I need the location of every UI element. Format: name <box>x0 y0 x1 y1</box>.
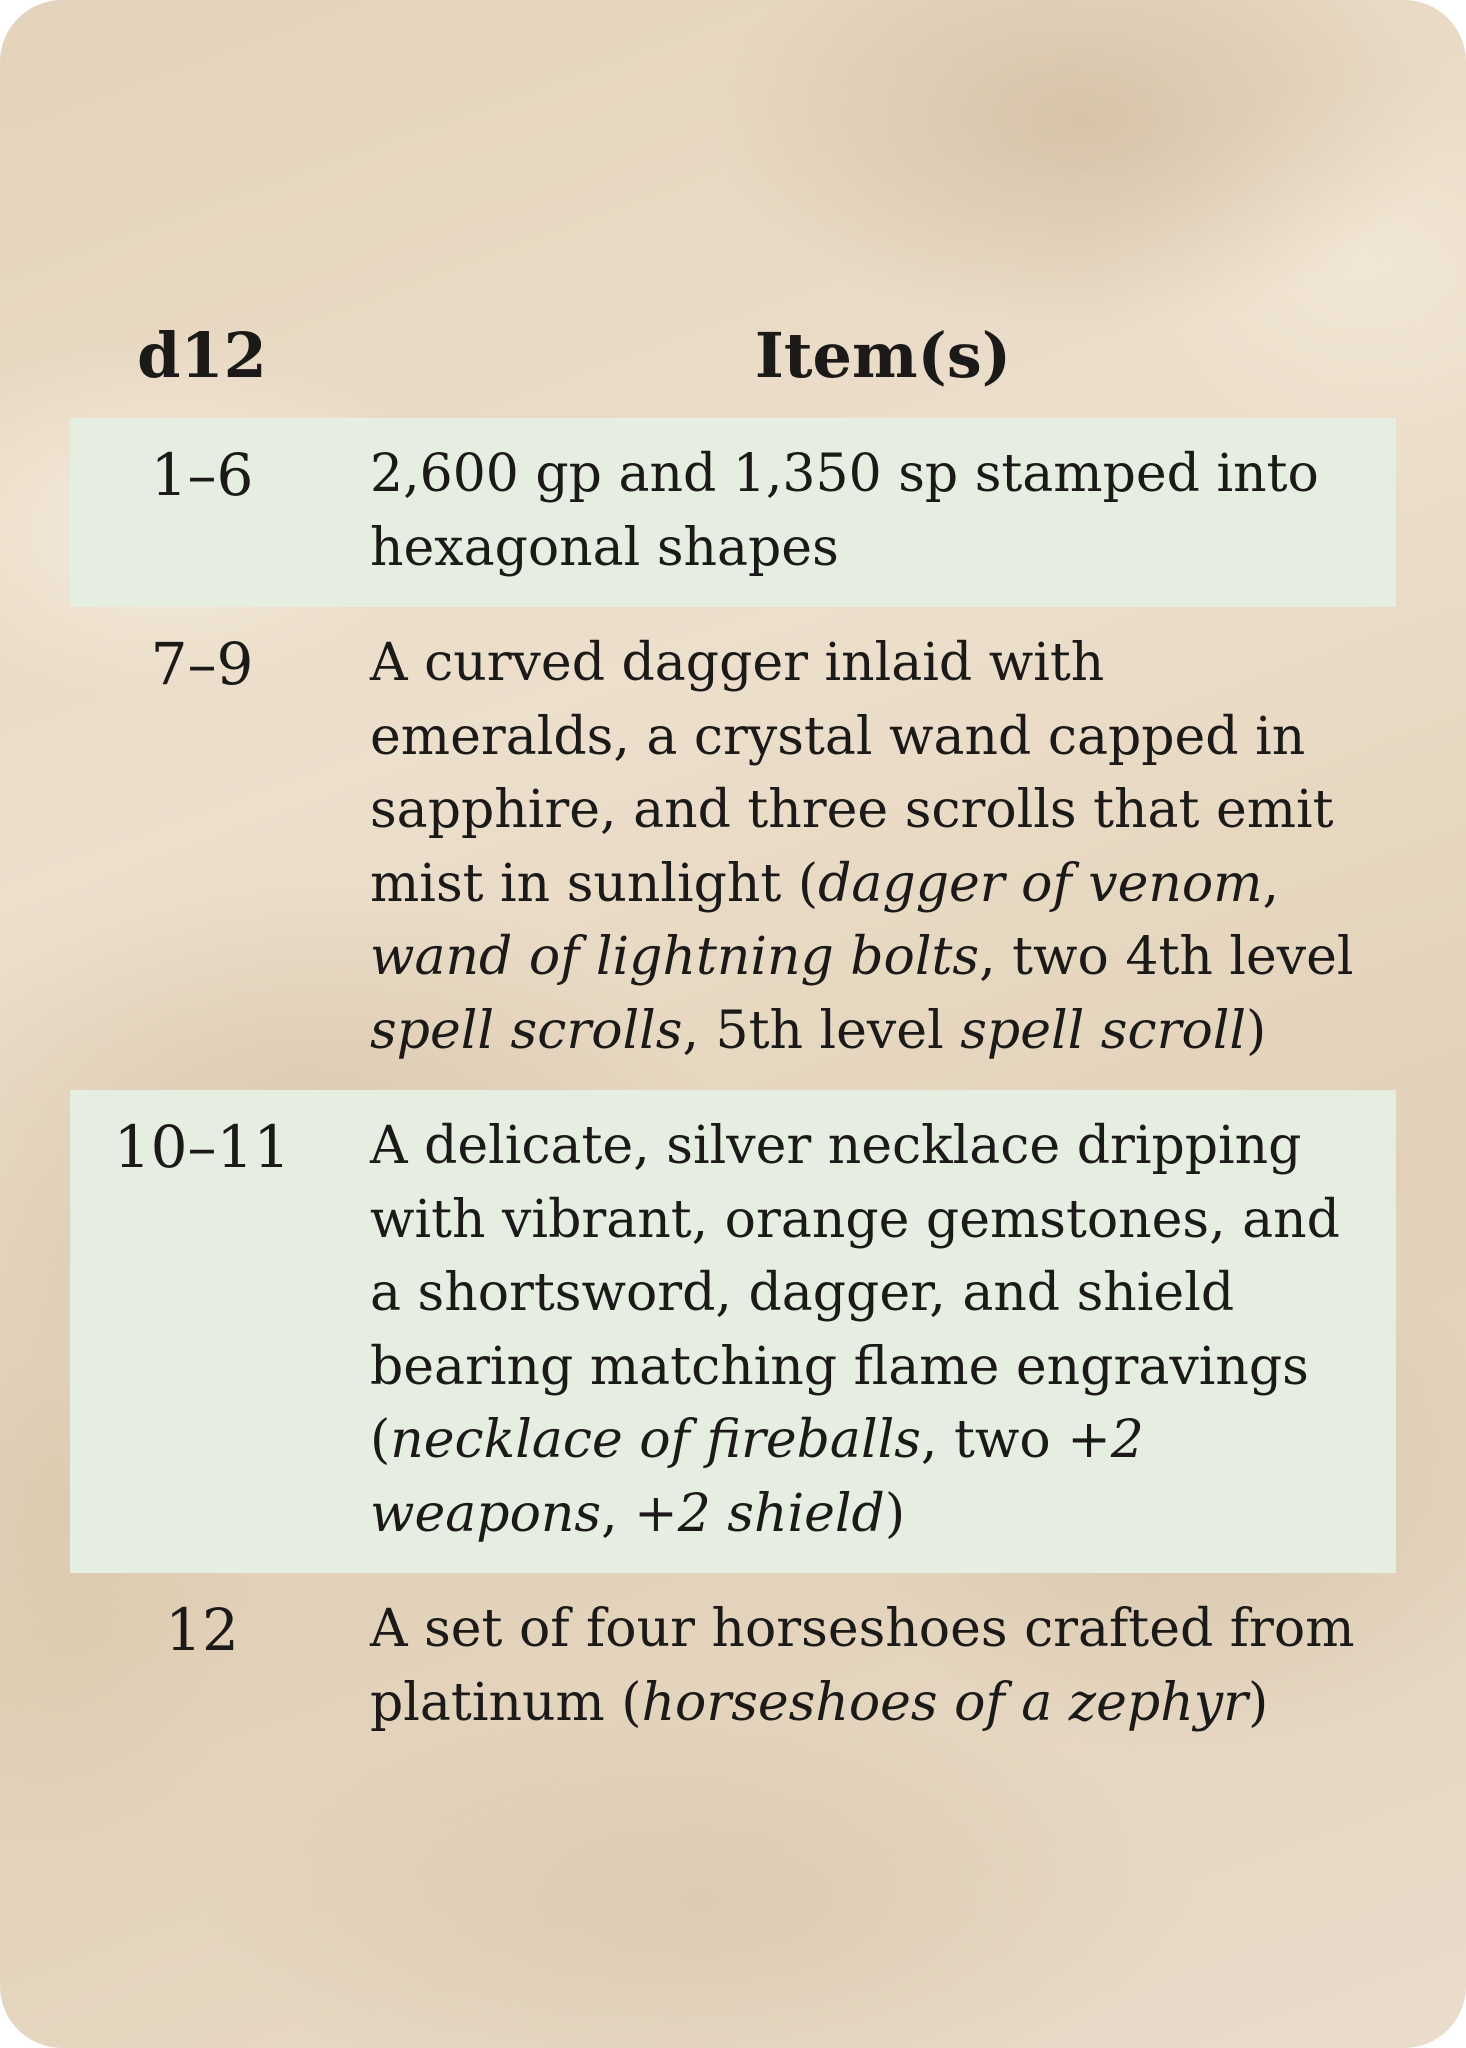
table-body <box>70 418 1396 1762</box>
item-description <box>370 627 1376 1068</box>
magic-item-name: spell scrolls <box>370 1000 683 1061</box>
roll-range: 7–9 <box>150 630 254 698</box>
magic-item-name: horseshoes of a zephyr <box>641 1672 1248 1733</box>
description-text: , two 4th level <box>979 927 1354 987</box>
magic-item-name: necklace of fireballs <box>390 1410 921 1470</box>
table-row <box>70 1573 1396 1762</box>
description-text: A set of four horseshoes crafted from platinum ( <box>370 1599 1355 1733</box>
description-text: A curved dagger inlaid with emeralds, a crystal wand capped in sapphire, and three scrolls that emit mist in sunlight ( <box>370 633 1334 914</box>
description-text: , two <box>920 1410 1068 1470</box>
item-description <box>370 438 1376 585</box>
description-text: 2,600 gp and 1,350 sp stamped into hexagonal shapes <box>370 444 1319 578</box>
magic-item-name: wand of lightning bolts <box>370 927 980 987</box>
magic-item-name: +2 shield <box>634 1483 885 1544</box>
description-text: A delicate, silver necklace dripping with vibrant, orange gemstones, and a shortsword, dagger, and shield bearing matching flame engravings ( <box>370 1116 1340 1470</box>
magic-item-name: +2 weapons <box>370 1410 1144 1544</box>
roll-range: 10–11 <box>113 1113 291 1181</box>
header-items: Item(s) <box>754 319 1012 392</box>
header-roll: d12 <box>137 319 267 392</box>
description-text: ) <box>884 1483 906 1544</box>
magic-item-name: dagger of venom <box>818 853 1263 914</box>
table-row <box>70 607 1396 1090</box>
description-text: , <box>601 1483 635 1544</box>
description-text: ) <box>1246 1000 1267 1061</box>
treasure-table <box>70 300 1396 1762</box>
description-text: ) <box>1247 1672 1269 1733</box>
table-row <box>70 1090 1396 1573</box>
table-row <box>70 418 1396 607</box>
roll-range: 1–6 <box>150 441 254 509</box>
description-text: , 5th level <box>682 1000 961 1061</box>
item-description <box>370 1593 1376 1740</box>
magic-item-name: spell scroll <box>960 1000 1247 1061</box>
description-text: , <box>1262 853 1280 914</box>
roll-range: 12 <box>165 1596 239 1664</box>
table-header <box>70 300 1396 418</box>
item-description <box>370 1110 1376 1551</box>
